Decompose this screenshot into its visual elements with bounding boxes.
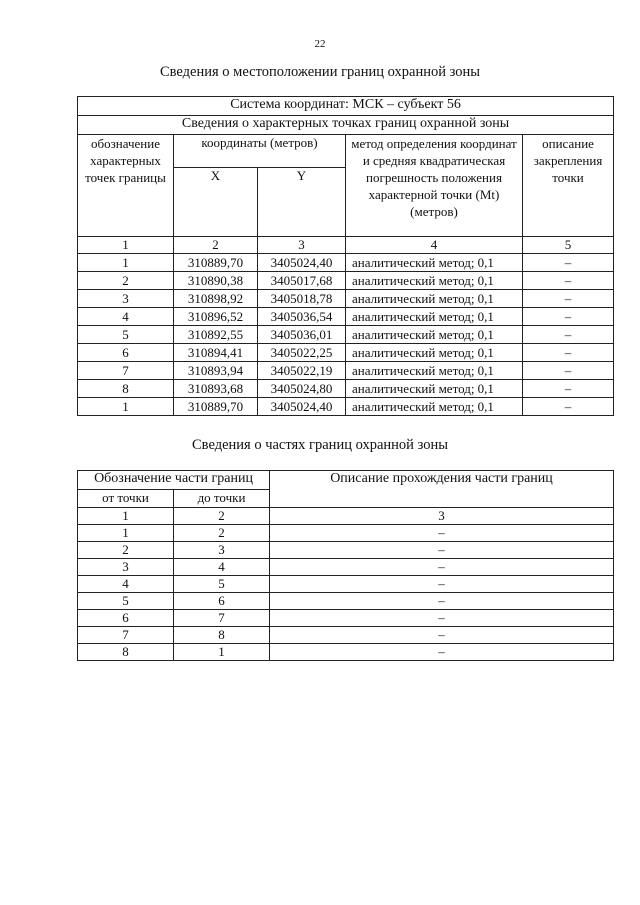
cell-method: аналитический метод; 0,1 — [346, 398, 523, 416]
cell-x: 310894,41 — [174, 344, 258, 362]
cell-from: 8 — [78, 644, 174, 661]
cell-method: аналитический метод; 0,1 — [346, 326, 523, 344]
cell-method: аналитический метод; 0,1 — [346, 272, 523, 290]
table-row — [78, 254, 614, 272]
table-row — [78, 525, 614, 542]
col-method: метод определения координат и средняя квадратическая погрешность положения характерной точки (Mt) (метров) — [346, 135, 523, 237]
table-row — [78, 593, 614, 610]
col-to: до точки — [174, 490, 270, 508]
col-coordinates: координаты (метров) — [174, 135, 346, 168]
cell-desc: – — [270, 610, 614, 627]
cell-x: 310889,70 — [174, 254, 258, 272]
cell-from: 4 — [78, 576, 174, 593]
cell-desc: – — [270, 576, 614, 593]
col-from: от точки — [78, 490, 174, 508]
table-row — [78, 398, 614, 416]
cell-x: 310896,52 — [174, 308, 258, 326]
col-x: X — [174, 168, 258, 237]
col-part-description: Описание прохождения части границ — [270, 471, 614, 508]
table-row — [78, 344, 614, 362]
col-number: 2 — [174, 237, 258, 254]
cell-point: 4 — [78, 308, 174, 326]
table-row — [78, 380, 614, 398]
table-row — [78, 610, 614, 627]
cell-desc: – — [523, 398, 614, 416]
col-description: описание закрепления точки — [523, 135, 614, 237]
cell-point: 2 — [78, 272, 174, 290]
cell-method: аналитический метод; 0,1 — [346, 380, 523, 398]
cell-desc: – — [270, 559, 614, 576]
cell-to: 1 — [174, 644, 270, 661]
col-number: 3 — [270, 508, 614, 525]
points-header: Сведения о характерных точках границ охранной зоны — [78, 116, 614, 135]
cell-to: 5 — [174, 576, 270, 593]
col-number: 4 — [346, 237, 523, 254]
col-part: Обозначение части границ — [78, 471, 270, 490]
cell-y: 3405036,01 — [258, 326, 346, 344]
table-row — [78, 272, 614, 290]
cell-point: 1 — [78, 398, 174, 416]
cell-desc: – — [523, 362, 614, 380]
cell-point: 5 — [78, 326, 174, 344]
cell-to: 3 — [174, 542, 270, 559]
cell-x: 310893,94 — [174, 362, 258, 380]
cell-method: аналитический метод; 0,1 — [346, 308, 523, 326]
cell-desc: – — [523, 380, 614, 398]
cell-y: 3405022,25 — [258, 344, 346, 362]
cell-to: 6 — [174, 593, 270, 610]
cell-x: 310889,70 — [174, 398, 258, 416]
cell-desc: – — [523, 308, 614, 326]
cell-desc: – — [523, 344, 614, 362]
cell-desc: – — [523, 254, 614, 272]
cell-y: 3405036,54 — [258, 308, 346, 326]
cell-y: 3405024,40 — [258, 398, 346, 416]
col-number: 2 — [174, 508, 270, 525]
cell-point: 8 — [78, 380, 174, 398]
page-number: 22 — [314, 38, 326, 50]
cell-y: 3405018,78 — [258, 290, 346, 308]
cell-desc: – — [270, 593, 614, 610]
cell-y: 3405024,40 — [258, 254, 346, 272]
cell-method: аналитический метод; 0,1 — [346, 254, 523, 272]
cell-point: 1 — [78, 254, 174, 272]
cell-to: 4 — [174, 559, 270, 576]
cell-from: 6 — [78, 610, 174, 627]
col-number: 1 — [78, 237, 174, 254]
table-row — [78, 559, 614, 576]
cell-method: аналитический метод; 0,1 — [346, 290, 523, 308]
table-row — [78, 576, 614, 593]
cell-desc: – — [523, 272, 614, 290]
cell-to: 2 — [174, 525, 270, 542]
cell-x: 310898,92 — [174, 290, 258, 308]
points-table — [77, 96, 614, 416]
cell-y: 3405022,19 — [258, 362, 346, 380]
cell-desc: – — [523, 290, 614, 308]
coordinate-system-header: Система координат: МСК – субъект 56 — [78, 97, 614, 116]
table-row — [78, 362, 614, 380]
parts-table — [77, 470, 614, 661]
table-row — [78, 290, 614, 308]
cell-from: 7 — [78, 627, 174, 644]
cell-desc: – — [270, 525, 614, 542]
cell-x: 310892,55 — [174, 326, 258, 344]
cell-to: 8 — [174, 627, 270, 644]
col-y: Y — [258, 168, 346, 237]
cell-point: 7 — [78, 362, 174, 380]
table-row — [78, 644, 614, 661]
cell-from: 3 — [78, 559, 174, 576]
cell-point: 3 — [78, 290, 174, 308]
table-row — [78, 326, 614, 344]
section1-title: Сведения о местоположении границ охранной зоны — [159, 64, 480, 80]
cell-y: 3405017,68 — [258, 272, 346, 290]
col-number: 3 — [258, 237, 346, 254]
cell-from: 5 — [78, 593, 174, 610]
cell-desc: – — [523, 326, 614, 344]
col-number: 5 — [523, 237, 614, 254]
table-row — [78, 308, 614, 326]
cell-x: 310890,38 — [174, 272, 258, 290]
cell-to: 7 — [174, 610, 270, 627]
col-number: 1 — [78, 508, 174, 525]
cell-method: аналитический метод; 0,1 — [346, 344, 523, 362]
cell-desc: – — [270, 644, 614, 661]
section2-title: Сведения о частях границ охранной зоны — [192, 437, 448, 453]
col-designation: обозначение характерных точек границы — [78, 135, 174, 237]
table-row — [78, 627, 614, 644]
cell-x: 310893,68 — [174, 380, 258, 398]
cell-point: 6 — [78, 344, 174, 362]
cell-from: 2 — [78, 542, 174, 559]
cell-desc: – — [270, 627, 614, 644]
cell-desc: – — [270, 542, 614, 559]
table-row — [78, 542, 614, 559]
cell-y: 3405024,80 — [258, 380, 346, 398]
cell-method: аналитический метод; 0,1 — [346, 362, 523, 380]
cell-from: 1 — [78, 525, 174, 542]
